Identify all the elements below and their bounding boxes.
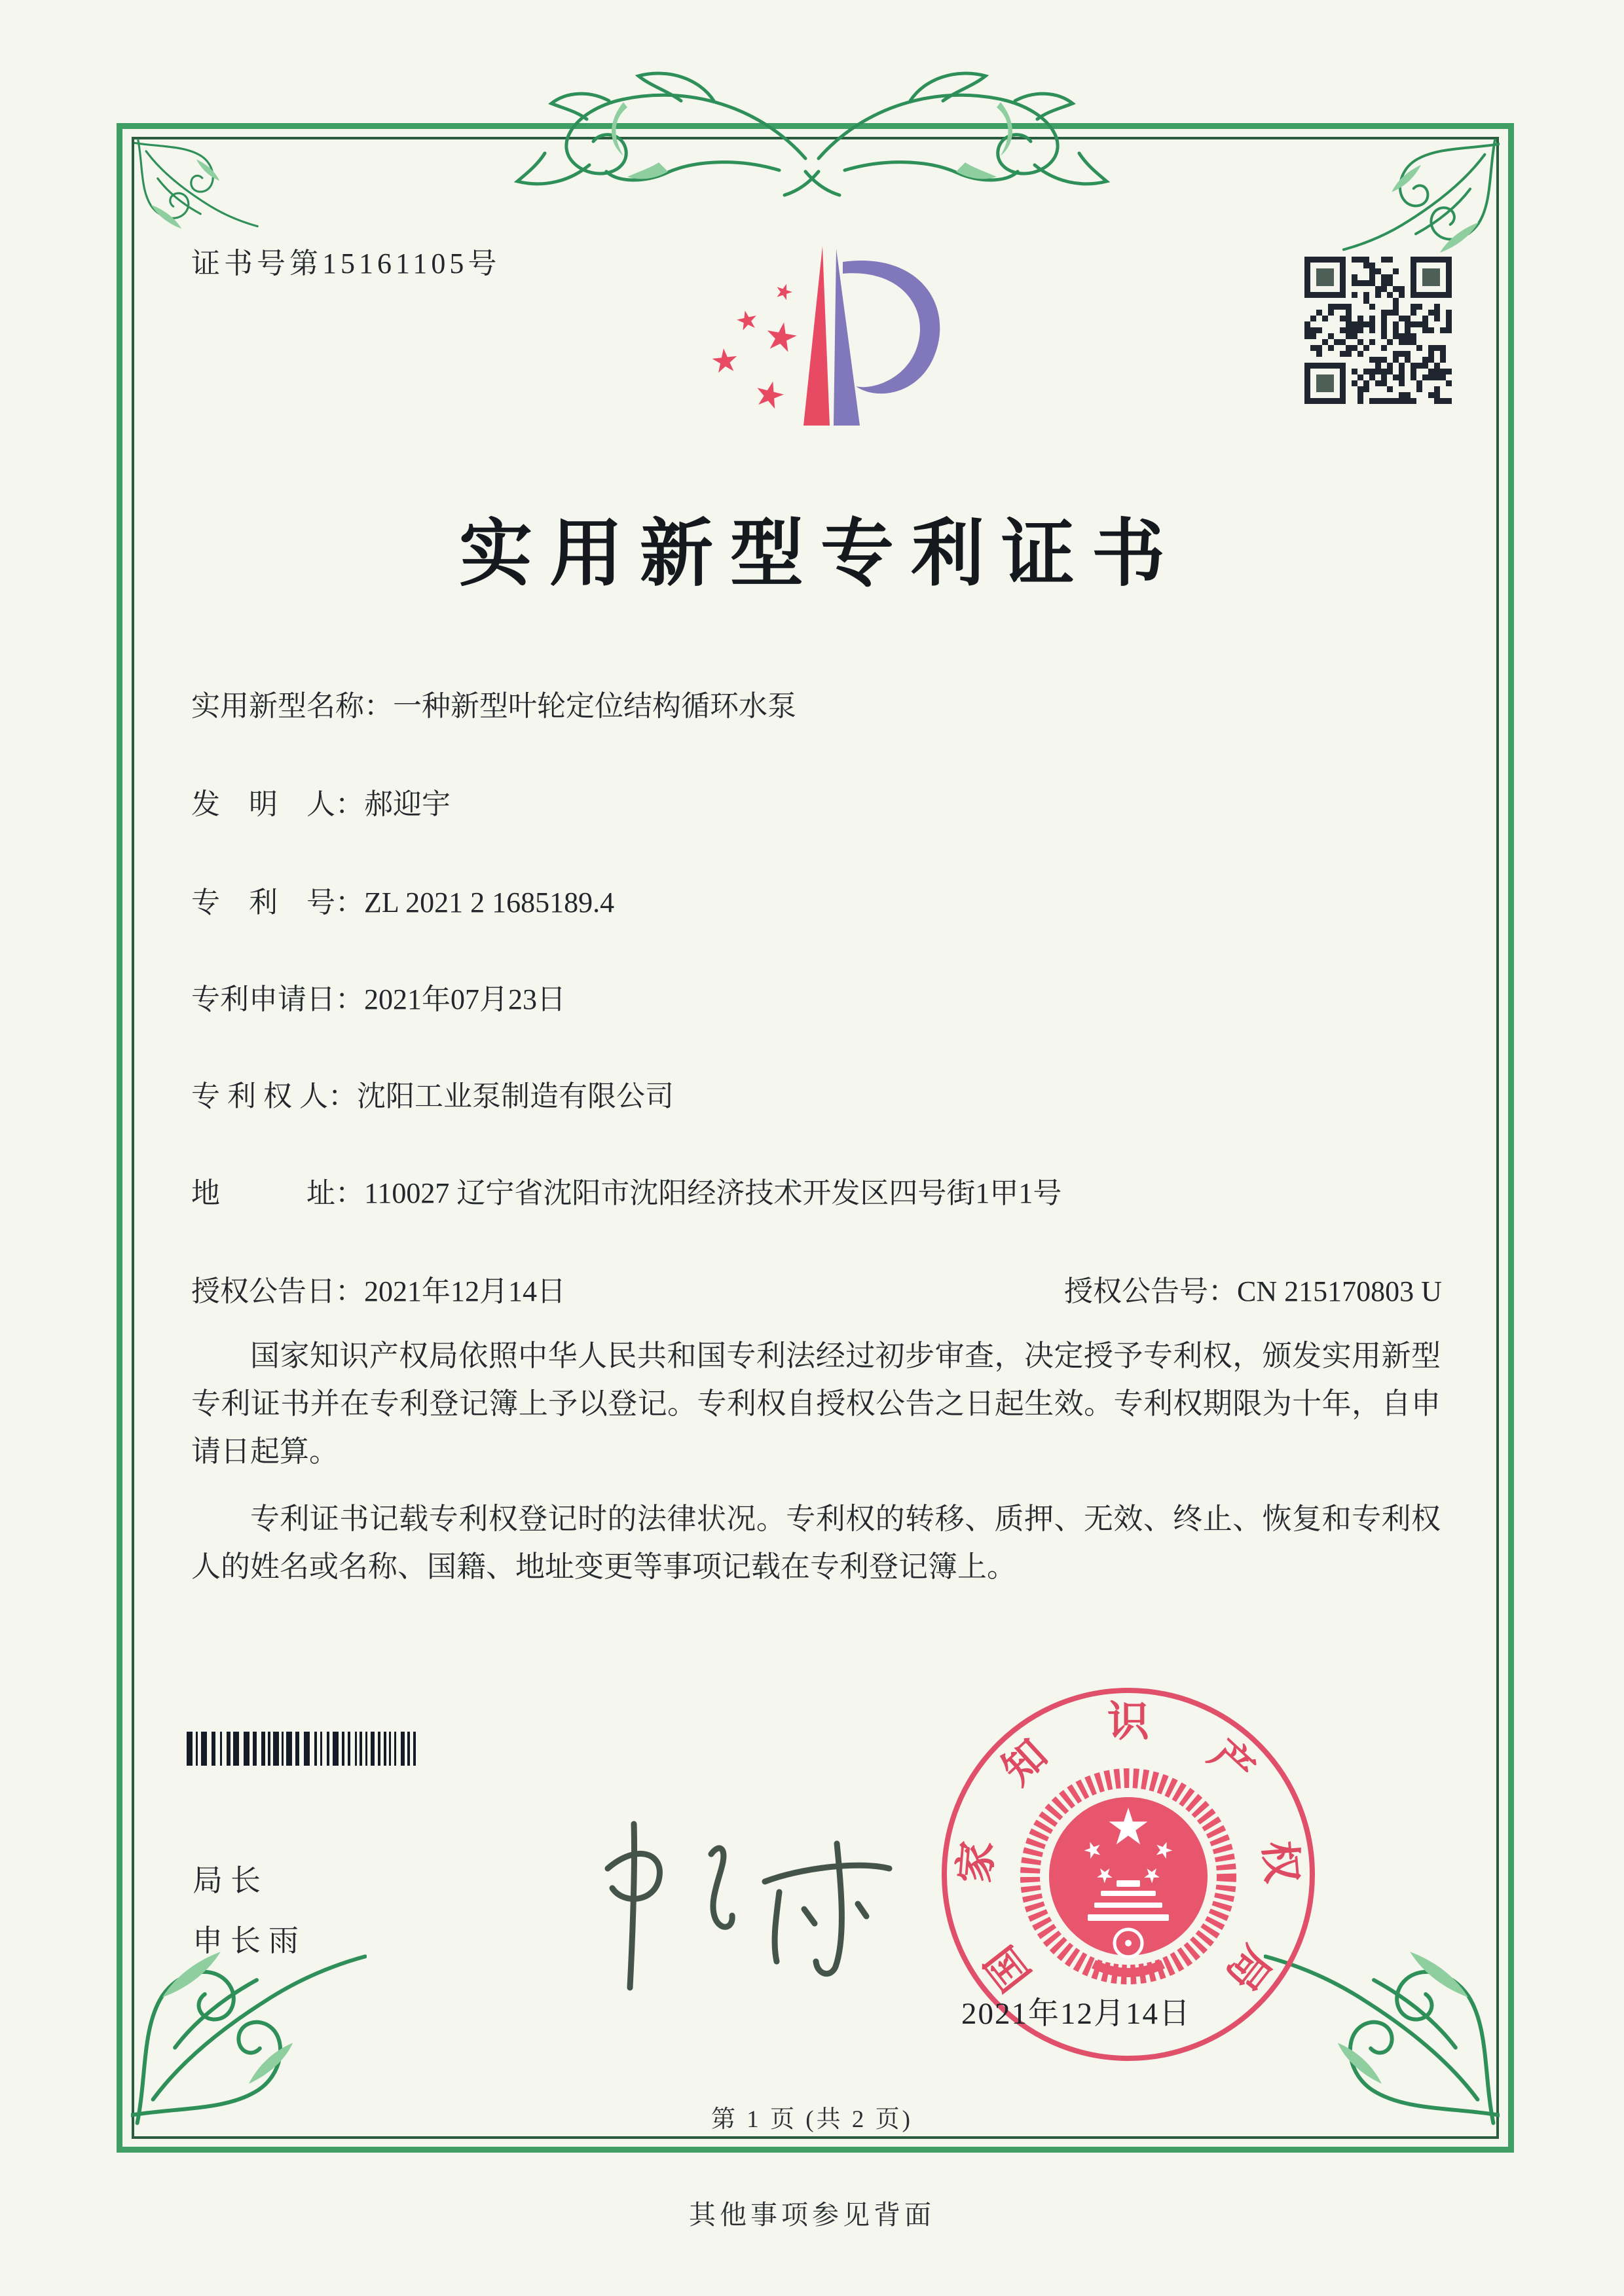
field-label: 专 利 号： xyxy=(191,886,364,919)
seal-national-emblem xyxy=(1030,1778,1227,1975)
grant-no-group xyxy=(1064,1267,1442,1309)
legal-text xyxy=(191,1332,1441,1591)
svg-text:知: 知 xyxy=(993,1731,1056,1794)
ornament-corner-top-right xyxy=(1342,139,1500,263)
field-label: 地 址： xyxy=(191,1177,364,1209)
svg-text:家: 家 xyxy=(951,1839,1001,1885)
field-label: 实用新型名称： xyxy=(191,690,393,722)
field-row-inventor xyxy=(191,780,1462,822)
field-value: 110027 辽宁省沈阳市沈阳经济技术开发区四号街1甲1号 xyxy=(364,1177,1062,1209)
field-value: 郝迎宇 xyxy=(364,788,451,820)
field-row-filing-date xyxy=(191,975,1462,1017)
page-number: 第 1 页 (共 2 页) xyxy=(711,2106,913,2133)
grant-date-value: 2021年12月14日 xyxy=(364,1275,566,1307)
field-row-name xyxy=(191,682,1462,724)
certificate-title: 实用新型专利证书 xyxy=(459,514,1182,595)
field-row-grant xyxy=(191,1267,1462,1309)
svg-text:识: 识 xyxy=(1107,1698,1149,1745)
signature xyxy=(576,1806,917,2002)
field-value: 沈阳工业泵制造有限公司 xyxy=(357,1080,674,1112)
field-row-patentee xyxy=(191,1072,1462,1114)
cnipa-logo xyxy=(704,234,959,431)
field-label: 发 明 人： xyxy=(191,788,364,820)
svg-text:局: 局 xyxy=(1217,1937,1280,1999)
svg-text:国: 国 xyxy=(976,1937,1040,1999)
barcode xyxy=(187,1732,422,1766)
svg-text:权: 权 xyxy=(1255,1839,1306,1885)
field-value: 2021年07月23日 xyxy=(364,983,566,1015)
ornament-corner-top-left xyxy=(134,139,259,237)
field-row-patent-no xyxy=(191,879,1462,920)
seal-date: 2021年12月14日 xyxy=(961,1997,1191,2031)
grant-no-label: 授权公告号： xyxy=(1064,1275,1237,1307)
grant-date-label: 授权公告日： xyxy=(191,1275,364,1307)
svg-text:产: 产 xyxy=(1200,1731,1263,1794)
grant-no-value: CN 215170803 U xyxy=(1237,1275,1442,1307)
ornament-top-center xyxy=(452,47,1172,198)
logo-red-spire xyxy=(803,246,830,426)
logo-p-bowl xyxy=(843,261,940,393)
qr-code xyxy=(1304,257,1452,404)
officer-name: 申长雨 xyxy=(193,1924,306,1958)
logo-stars xyxy=(711,282,799,410)
officer-title: 局长 xyxy=(193,1864,268,1897)
back-note: 其他事项参见背面 xyxy=(689,2200,935,2230)
field-value: 一种新型叶轮定位结构循环水泵 xyxy=(393,690,796,722)
field-row-address xyxy=(191,1169,1462,1211)
field-label: 专 利 权 人： xyxy=(191,1080,357,1112)
legal-paragraph-2: 专利证书记载专利权登记时的法律状况。专利权的转移、质押、无效、终止、恢复和专利权人的姓名或名称、国籍、地址变更等事项记载在专利登记簿上。 xyxy=(191,1503,1441,1583)
logo-purple-spire xyxy=(834,249,860,426)
field-value: ZL 2021 2 1685189.4 xyxy=(364,886,615,919)
legal-paragraph-1: 国家知识产权局依照中华人民共和国专利法经过初步审查，决定授予专利权，颁发实用新型专利证书并在专利登记簿上予以登记。专利权自授权公告之日起生效。专利权期限为十年，自申请日起算。 xyxy=(191,1339,1441,1468)
certificate-number: 证书号第15161105号 xyxy=(191,247,501,280)
field-label: 专利申请日： xyxy=(191,983,364,1015)
